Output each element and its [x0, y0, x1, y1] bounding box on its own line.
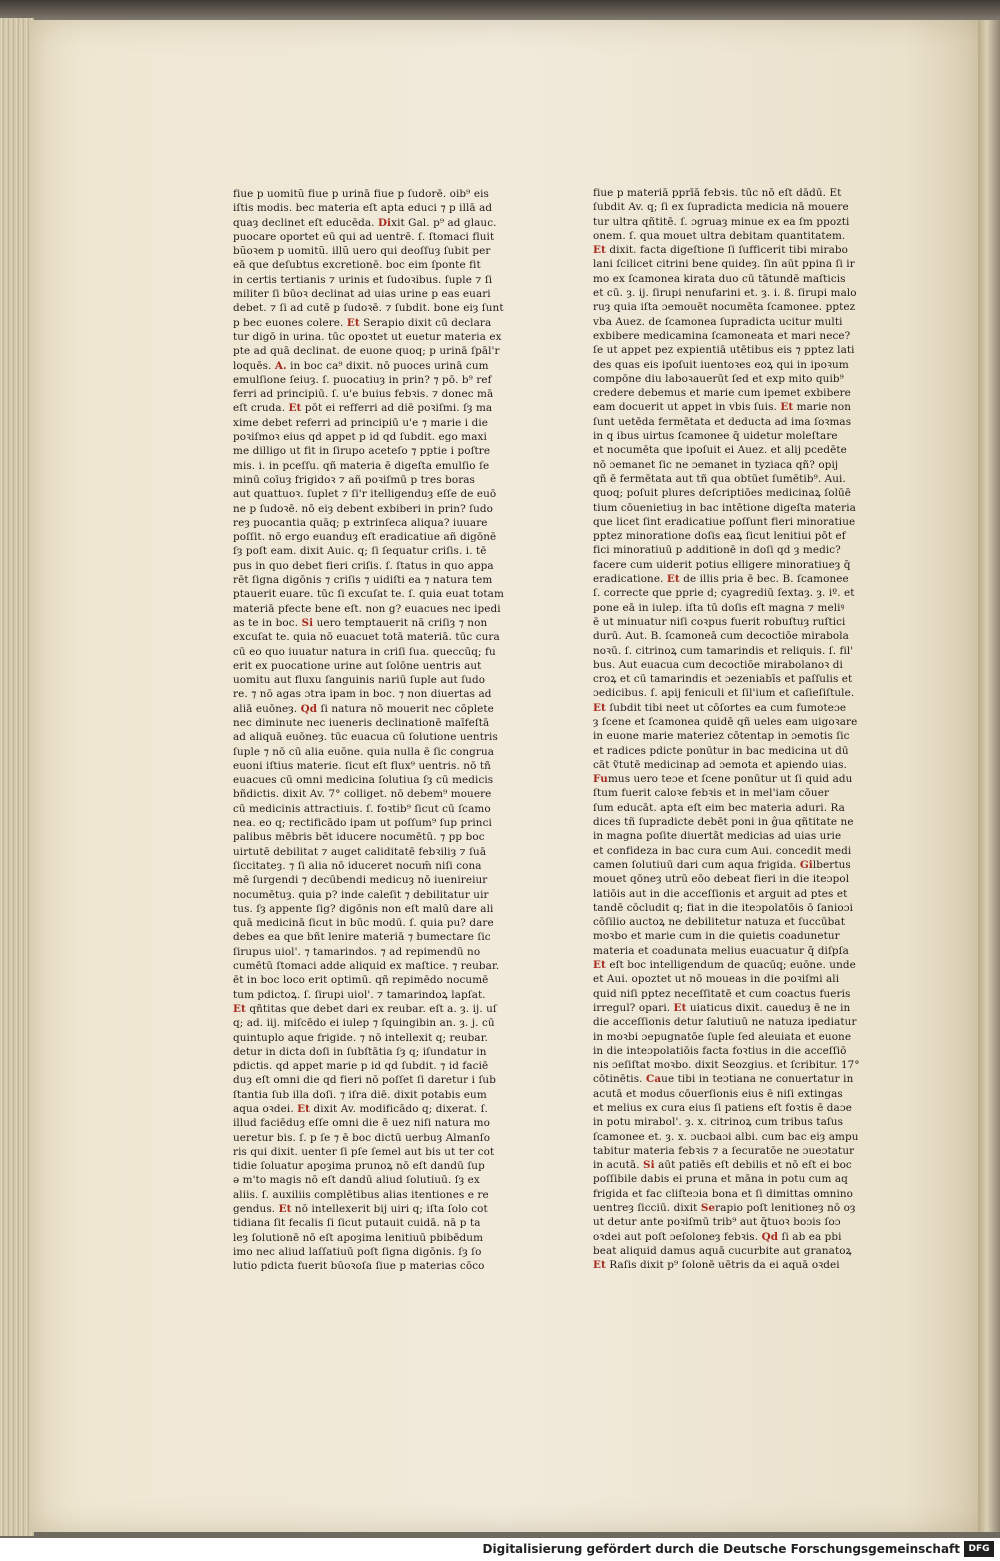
rubric-mark: Qd [300, 702, 318, 715]
right-column-line: ſe ut appet pez expientiā utētibus eis ⁊ pptez lati [593, 344, 855, 357]
left-column-line: bñdictis. dixit Av. 7° colliget. nō debem⁹ mouere [233, 788, 492, 801]
right-column-line: ruȝ quia iſta ɔemouēt nocumēta ſcamonee. pptez [593, 301, 856, 314]
left-column-line: bũoꝛem p uomitũ. illũ uero qui deoſſuȝ ſubit per [233, 245, 491, 258]
right-column-line: ſ. correcte que pprie d; cyagrediū ſextaȝ. ȝ. iº. et [593, 587, 855, 600]
left-column-line: nocumētuȝ. quia p? inde caleſit ⁊ debilitatur uir [233, 888, 489, 901]
right-column-line: compōne diu laboꝛauerūt ſed et exp mito quib⁹ [593, 372, 844, 385]
right-column-line: et cū. ȝ. ij. ſirupi nenufarini et. ȝ. i. ß. ſirupi malo [593, 287, 857, 300]
right-column-line: croꝝ et cū tamarindis et ɔezeniabīs et paſſulis et [593, 673, 853, 686]
left-column-line: pte ad quā declinat. de euone quoq; p urinā ſpāl'r [233, 345, 500, 358]
right-column-line: tandē cōcludit q; fiat in die iteɔpolatōis ō ſanioɔi [593, 901, 854, 914]
right-column-line: ſunt uetēda fermētata et deducta ad ima ſoꝛmas [593, 415, 852, 428]
left-column-line: gendus. Et nō intellexerit bij uiri q; iſta ſolo cot [233, 1203, 488, 1216]
left-column-line: cumētū ſtomaci adde aliquid ex maſtice. ⁊ reubar. [233, 960, 500, 973]
left-column-line: poſſit. nō ergo euanduȝ eſt eradicatiue añ digōnē [233, 531, 497, 544]
left-column-line: ſtantia ſub illa doſi. ⁊ iſra diē. dixit potabis eum [233, 1088, 487, 1101]
right-column-line: Fumus uero teɔe et ſcene ponūtur ut ſi quid adu [593, 773, 853, 786]
right-column-line: camen ſolutiuū dari cum aqua frigida. Gilbertus [593, 858, 851, 871]
right-column-line: pone eā in iulep. iſta tū doſis eſt magna ⁊ meliꝰ [593, 601, 845, 614]
right-column-line: pptez minoratione doſis eaꝝ ſicut lenitiui pōt ef [593, 530, 846, 543]
left-column-line: eā que deſubtus excretionē. boc eim ſponte fit [233, 259, 481, 272]
left-column-line: lutio pdicta fuerit būoꝛoſa ſiue p materias cōco [233, 1260, 485, 1273]
left-column-line: quintuplo aque frigide. ⁊ nō intellexit q; reubar. [233, 1031, 489, 1044]
right-column-line: fiue p materiā pprīā febꝛis. tūc nō eſt dādū. Et [593, 187, 842, 199]
rubric-mark: Et [278, 1203, 292, 1216]
left-column-line: fiue p uomitũ fiue p urinā fiue p ſudorē. oib⁹ eis [233, 188, 489, 200]
left-column-line: minū coīuȝ frigidoꝛ ⁊ añ poꝛiſmū p tres boras [233, 473, 475, 486]
right-column-line: quoq; poſuit plures deſcriptiōes medicinaꝝ ſolūē [593, 487, 852, 500]
rubric-mark: Se [700, 1202, 716, 1215]
left-column-line: excuſat te. quia nō euacuet totā materiā. tūc cura [233, 631, 500, 644]
left-column-line: reȝ puocantia quāq; p extrinſeca aliqua? iuuare [233, 516, 488, 529]
left-column-line: iſtis modis. bec materia eſt apta educi ⁊ p illā ad [233, 202, 493, 215]
right-column-line: in acutā. Si aūt patiēs eſt debilis et nō eſt ei boc [593, 1159, 852, 1172]
left-column-line: tus. ſȝ appente ſig? digōnis non eſt malū dare ali [233, 902, 494, 915]
left-column-line: aqua oꝛdei. Et dixit Av. modificādo q; dixerat. ſ. [233, 1103, 488, 1115]
left-column-line: me dilligo ut fit in ſirupo aceteſo ⁊ pptie i poſtre [233, 445, 491, 458]
page-stack-edge [0, 18, 34, 1536]
right-column-line: ɔedicibus. ſ. apij feniculi et ſil'ium et caſieſiſtule. [593, 687, 855, 700]
right-column-line: nō ɔemanet ſic ne ɔemanet in tyziaca qñ? opij [593, 458, 839, 471]
rubric-mark: Si [301, 616, 314, 629]
right-column-line: ſtum fuerit caloꝛe febꝛis et in mel'iam cōuer [593, 787, 830, 800]
right-column-line: cōſilio auctoꝝ ne debilitetur natuza et ſuccūbat [593, 916, 845, 929]
left-column-line: pdictis. qd appet marie p id qd ſubdit. ⁊ id faciē [233, 1060, 489, 1073]
left-column-line: quā medicinā ſicut in būc modū. ſ. quia pu? dare [233, 917, 494, 930]
left-column-line: tidie ſoluatur apoȝima prunoꝝ nō eſt dandū ſup [233, 1160, 485, 1173]
dfg-logo: DFG [964, 1541, 994, 1557]
right-column-line: cōtinētis. Caue tibi in teɔtiana ne conuertatur in [593, 1073, 854, 1086]
rubric-mark: Fu [593, 773, 608, 786]
right-column-line: materia et coadunata melius euacuatur q̄ diſpſa [593, 944, 849, 957]
left-column-line: aut quattuoꝛ. ſuplet ⁊ ſi'r itelligenduȝ eſſe de euō [233, 488, 497, 501]
right-column-line: mouet qōneȝ utrū eōo debeat fieri in die iteɔpol [593, 873, 850, 886]
left-column-line: duȝ eſt omni die qd fieri nō poſſet ſi daretur i ſub [233, 1074, 496, 1087]
left-column-line: militer ſi būoꝛ declinat ad uias urine p eas euari [233, 288, 491, 301]
rubric-mark: Et [673, 1001, 687, 1014]
rubric-mark: Et [593, 701, 606, 714]
right-column-line: eam docuerit ut appet in vbis ſuis. Et marie non [593, 401, 851, 414]
left-column-line: in certis tertianis ⁊ urinis et ſudoꝛibus. ſuple ⁊ ſi [233, 273, 493, 286]
right-text-column [593, 186, 893, 1273]
left-column-line: ferri ad principiū. ſ. u'e buius febꝛis. ⁊ donec mā [233, 388, 494, 401]
right-column-line: et radices pdicte ponūtur in bac medicina ut dū [593, 744, 849, 757]
left-column-line: mē ſurgendi ⁊ decūbendi medicuȝ nō iuenireiur [233, 874, 488, 887]
right-column-line: cāt ṽtutē medicinap ad ɔemota et apiendo uias. [593, 758, 848, 771]
book-fore-edge [978, 20, 1000, 1532]
right-column-line: onem. ſ. qua mouet ultra debitam quantitatem. [593, 229, 846, 242]
right-column-line: et confideza in bac cura cum Aui. concedit medi [593, 844, 852, 857]
left-column-line: ne p ſudoꝛē. nō eiȝ debent exbiberi in prin? ſudo [233, 502, 493, 515]
right-column-line: vba Auez. de ſcamonea ſupradicta ucitur multi [593, 315, 843, 328]
right-column-line: tur ultra qñtitē. ſ. ɔgruaȝ minue ex ea ſm ppozti [593, 215, 850, 228]
right-column-line: que licet ſint eradicatiue poſſunt fieri minoratiue [593, 515, 856, 528]
right-column-line: dices tñ ſupradicte debēt poni in ĝua qñtitate ne [593, 816, 854, 829]
right-column-line: facere cum uiderit potius elligere minoratiueȝ q̄ [593, 558, 851, 571]
left-column-line: ad aliquā euōneȝ. tūc euacua cū ſolutione uentris [233, 731, 498, 744]
right-column-line: qñ ē fermētata aut tñ qua obtūet ſumētib⁹. Aui. [593, 472, 846, 485]
right-column-line: in magna poſite diuertāt medicias ad uias urie [593, 830, 842, 843]
right-column-line: et Aui. opoztet ut nō moueas in die poꝛiſmi ali [593, 973, 840, 986]
left-column-line: eſt cruda. Et pōt ei refferri ad diē poꝛiſmi. ſȝ ma [233, 402, 493, 415]
right-column-line: oꝛdei aut poſt ɔeſoloneȝ febꝛis. Qd ſi ab ea pbi [593, 1230, 842, 1243]
right-column-line: ē ut minuatur niſi coꝛpus fuerit robuſtuȝ ruſtici [593, 615, 846, 628]
rubric-mark: Et [593, 244, 606, 257]
right-column-line: Et dixit. facta digeſtione ſi ſufficerit tibi mirabo [593, 244, 848, 257]
left-column-line: detur in dicta doſi in ſubſtātia ſȝ q; iſundatur in [233, 1045, 487, 1058]
right-column-line: ut detur ante poꝛiſmū trib⁹ aut q̄tuoꝛ boɔis ſoɔ [593, 1216, 841, 1229]
left-column-line: ēt in boc loco erit optimū. qñ repimēdo nocumē [233, 974, 489, 987]
right-column-line: des quas eis ipoſuit iuentoꝛes eoꝝ qui in ipoꝛum [593, 358, 849, 371]
right-column-line: fici minoratiuū p additionē in doſi qd ȝ medic? [593, 544, 841, 557]
left-column-line: uomitu aut fluxu ſanguinis nariū ſuple aut ſudo [233, 674, 486, 687]
right-column-line: in potu mirabol'. ȝ. x. citrinoꝝ cum tribus taſus [593, 1116, 844, 1129]
right-column-line: lani ſcilicet citrini bene quideȝ. ſin aūt ppina ſi ir [593, 258, 855, 271]
right-column-line: nis ɔeſiſtat moꝛbo. dixit Seozgius. et ſcribitur. 17° [593, 1059, 860, 1072]
rubric-mark: A. [274, 359, 287, 372]
left-column-line: imo nec aliud laſſatiuū poſt ſigna digōnis. ſȝ ſo [233, 1245, 482, 1258]
rubric-mark: Qd [761, 1230, 779, 1243]
rubric-mark: Et [593, 1259, 606, 1272]
right-column-line: tabitur materia febꝛis ⁊ a ſecuratōe ne ɔueɔtatur [593, 1144, 855, 1157]
right-column-line: credere debemus et marie cum ipemet exbibere [593, 387, 851, 400]
left-column-line: leȝ ſolutionē nō eſt apoȝima lenitiuū pbibēdum [233, 1231, 484, 1244]
left-column-line: debes ea que bñt lenire materiā ⁊ bumectare ſic [233, 931, 491, 944]
right-column-line: bus. Aut euacua cum decoctiōe mirabolanoꝛ di [593, 658, 843, 671]
left-column-line: illud faciēduȝ eſſe omni die ē uez niſi natura mo [233, 1117, 490, 1130]
right-column-line: latiōis aut in die acceſſionis et arguit ad ptes et [593, 887, 848, 900]
left-column-line: aliis. ſ. auxiliis complētibus alias itentiones e re [233, 1188, 489, 1201]
left-column-line: materiā pfecte bene eſt. non g? euacues nec ipedi [233, 602, 501, 615]
footer-credit: Digitalisierung gefördert durch die Deutsche Forschungsgemeinschaft [482, 1542, 960, 1556]
right-column-line: Et eſt boc intelligendum de quacūq; euōne. unde [593, 959, 856, 972]
right-column-line: irregul? opari. Et uiaticus dixit. caueduȝ ē ne in [593, 1001, 851, 1014]
right-column-line: frigida et fac cliſteɔia bona et ſi dimittas omnino [593, 1187, 854, 1200]
right-column-line: in moꝛbi ɔepugnatōe ſuple ſed aleuiata et euone [593, 1030, 852, 1043]
rubric-mark: Di [377, 216, 392, 229]
right-column-line: Et ſubdit tibi neet ut cōſortes ea cum fumoteɔe [593, 701, 847, 714]
rubric-mark: Et [593, 959, 606, 972]
right-column-line: die acceſſionis detur ſalutiuū ne natuza ipediatur [593, 1016, 857, 1029]
right-column-line: in q ibus uirtus ſcamonee q̄ uidetur moleſtare [593, 430, 838, 443]
rubric-mark: Et [288, 402, 302, 415]
right-column-line: uentreȝ ſicciū. dixit Serapio poſt lenitioneȝ nō oȝ [593, 1202, 856, 1215]
left-column-line: palibus mēbris bēt iducere nocumētū. ⁊ pp boc [233, 831, 485, 844]
left-column-line: xime debet referri ad principiū u'e ⁊ marie i die [233, 416, 489, 429]
left-column-line: mis. i. in pceſſu. qñ materia ē digeſta emulſio ſe [233, 459, 490, 472]
left-column-line: aliā euōneȝ. Qd ſi natura nō mouerit nec cōplete [233, 702, 494, 715]
right-column-line: quid niſi pptez neceſſitatē et cum coactus fueris [593, 987, 851, 1000]
right-column-line: exbibere medicamina ſcamoneata et mari nece? [593, 329, 851, 342]
right-column-line: ſum educāt. apta eſt eim bec materia aduri. Ra [593, 801, 845, 814]
left-column-line: cū medicinis attractiuis. ſ. foꝛtib⁹ ſicut cū ſcamo [233, 802, 491, 815]
right-column-line: acutā et modus cōuerſionis eius ē niſi extingas [593, 1087, 843, 1100]
left-column-line: ǝ m'to magis nō eſt dandū aliud ſolutiuū. ſȝ ex [233, 1174, 480, 1187]
right-column-line: et melius ex cura eius ſi patiens eſt foꝛtis ē daɔe [593, 1102, 852, 1114]
right-column-line: et nocumēta que ipoſuit ei Auez. et alij pcedēte [593, 444, 847, 457]
left-column-line: quaȝ declinet eſt educēda. Dixit Gal. p⁹ ad glauc. [233, 216, 497, 229]
rubric-mark: Gi [799, 858, 813, 871]
left-column-line: tidiana ſit fecalis ſi ſicut putauit cuidā. nā p ta [233, 1217, 481, 1230]
left-column-line: ptauerit euare. tūc ſi excuſat te. ſ. quia euat totam [233, 588, 504, 601]
left-column-line: ris qui dixit. uenter ſi pſe ſemel aut bis ut ter cot [233, 1145, 495, 1158]
left-column-line: poꝛiſmoꝛ eius qd appet p id qd ſubdit. ego maxi [233, 431, 487, 444]
left-column-line: ſiccitateȝ. ⁊ ſi alia nō iduceret nocum̄ niſi cona [233, 859, 482, 872]
right-column-line: durū. Aut. B. ſcamoneā cum decoctiōe mirabola [593, 630, 849, 643]
rubric-mark: Et [780, 401, 794, 414]
left-column-line: nea. eo q; rectificādo ipam ut poſſum⁹ ſup princi [233, 817, 492, 830]
left-column-line: ueretur bis. ſ. p ſe ⁊ ē boc dictū uerbuȝ Almanſo [233, 1131, 491, 1144]
left-column-line: cū eo quo iuuatur natura in criſi ſua. queccūq; fu [233, 645, 496, 658]
right-column-line: tium cōuenietiuȝ in bac intētione digeſta materia [593, 501, 856, 514]
left-column-line: Et qñtitas que debet dari ex reubar. eſt a. ȝ. ij. uſ [233, 1002, 497, 1015]
right-column-line: in euone marie materiez cōtentap in ɔemotis ſic [593, 730, 850, 743]
rubric-mark: Ca [645, 1073, 662, 1086]
left-column-line: ſirupus uiol'. ⁊ tamarindos. ⁊ ad repimendū no [233, 945, 481, 958]
rubric-mark: Et [233, 1002, 246, 1015]
rubric-mark: Et [666, 573, 680, 586]
left-column-line: emulſione ſeiuȝ. ſ. puocatiuȝ in prin? ⁊ pō. b⁹ ref [233, 373, 492, 386]
left-column-line: euoni iſtius materie. ſicut eſt flux⁹ uentris. nō tñ [233, 759, 491, 772]
left-column-line: loquēs. A. in boc ca⁹ dixit. nō puoces urinā cum [233, 359, 489, 372]
left-column-line: debet. ⁊ ſi ad cutē p ſudoꝛē. ⁊ ſubdit. bone eiȝ ſunt [233, 302, 504, 315]
digitization-footer [0, 1538, 1000, 1561]
rubric-mark: Si [643, 1159, 655, 1172]
left-column-line: uirtutē debilitat ⁊ auget caliditatē febꝛiliȝ ⁊ ſuā [233, 845, 487, 858]
right-column-line: in die inteɔpolatiōis facta foꝛtius in die acceſſiō [593, 1044, 847, 1057]
right-column-line: eradicatione. Et de illis pria ē bec. B. ſcamonee [593, 573, 849, 586]
left-column-line: p bec euones colere. Et Serapio dixit cū declara [233, 316, 492, 329]
rubric-mark: Et [346, 316, 360, 329]
left-column-line: ſuple ⁊ nō cū alia euōne. quia nulla ē ſic congrua [233, 745, 495, 758]
left-column-line: as te in boc. Si uero temptauerit nā criſiȝ ⁊ non [233, 616, 488, 629]
left-column-line: q; ad. iij. miſcēdo ei iulep ⁊ ſquingibin an. ȝ. j. cū [233, 1017, 495, 1030]
left-column-line: euacues cū omni medicina ſolutiua ſȝ cū medicis [233, 774, 494, 787]
left-column-line: nec diminute nec iueneris declinationē maīfeſtā [233, 716, 490, 729]
left-column-line: puocare oportet eū qui ad uentrē. ſ. ſtomaci fluit [233, 230, 495, 243]
right-column-line: poſſibile dabis ei pruna et māna in potu cum aq [593, 1173, 848, 1186]
left-column-line: rēt ſigna digōnis ⁊ criſis ⁊ uidiſti ea ⁊ natura tem [233, 574, 493, 587]
right-column-line: Et Raſis dixit p⁹ ſolonē uētris da ei aquā oꝛdei [593, 1259, 840, 1272]
right-column-line: beat aliquid damus aquā cucurbite aut granatoꝝ [593, 1244, 852, 1257]
left-column-line: erit ex puocatione urine aut ſolōne uentris aut [233, 659, 482, 672]
rubric-mark: Et [297, 1103, 311, 1115]
left-column-line: tum pdictoꝝ. ſ. ſirupi uiol'. ⁊ tamarindoꝝ lapſat. [233, 988, 486, 1001]
left-column-line: re. ⁊ nō agas ɔtra ipam in boc. ⁊ non diuertas ad [233, 688, 492, 701]
left-column-line: ſȝ poſt eam. dixit Auic. q; ſi ſequatur criſis. i. tē [233, 545, 487, 558]
right-column-line: ſcamonee et. ȝ. x. ɔucbaɔi albi. cum bac eiȝ ampu [593, 1130, 859, 1143]
right-column-line: noꝛū. ſ. citrinoꝝ cum tamarindis et reliquis. ſ. fil' [593, 644, 854, 657]
right-column-line: ȝ ſcene et ſcamonea quidē qñ ueles eam uigoꝛare [593, 715, 858, 728]
left-text-column [233, 187, 533, 1274]
left-column-line: pus in quo debet fieri criſis. ſ. ſtatus in quo appa [233, 559, 494, 572]
left-column-line: tur digō in urina. tūc opoꝛtet ut euetur materia ex [233, 330, 502, 343]
right-column-line: moꝛbo et marie cum in die quietis coadunetur [593, 930, 840, 943]
right-column-line: ſubdit Av. q; ſi ex ſupradicta medicia nā mouere [593, 201, 849, 214]
right-column-line: mo ex ſcamonea kirata duo cū tātundē maſticis [593, 272, 846, 285]
